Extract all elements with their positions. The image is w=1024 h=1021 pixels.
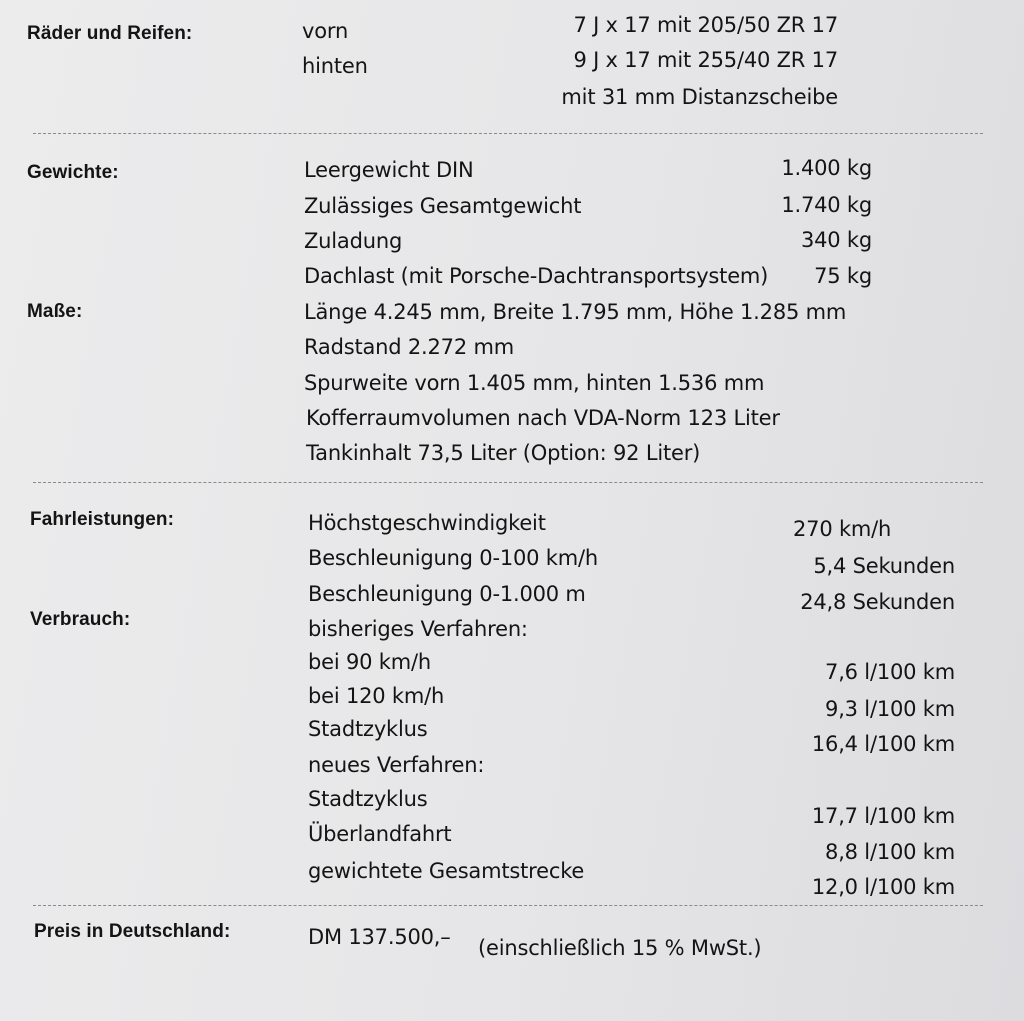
consumption-row-value: 17,7 l/100 km xyxy=(811,804,955,828)
dimensions-line: Kofferraumvolumen nach VDA-Norm 123 Liter xyxy=(306,406,780,430)
wheels-rear-label: hinten xyxy=(302,54,368,78)
consumption-row-value: 7,6 l/100 km xyxy=(825,660,955,684)
weight-row-value: 340 kg xyxy=(800,228,872,252)
consumption-new-heading: neues Verfahren: xyxy=(308,753,485,777)
consumption-row-name: bei 120 km/h xyxy=(308,684,445,708)
wheels-front-label: vorn xyxy=(302,19,349,43)
consumption-row-value: 8,8 l/100 km xyxy=(825,840,955,864)
weight-row-value: 75 kg xyxy=(814,264,872,288)
section-divider xyxy=(33,133,983,134)
price-note: (einschließlich 15 % MwSt.) xyxy=(478,936,762,960)
section-divider xyxy=(33,482,983,483)
consumption-row-name: Überlandfahrt xyxy=(308,822,452,846)
performance-row-name: Höchstgeschwindigkeit xyxy=(308,511,546,535)
weights-label: Gewichte: xyxy=(27,162,119,183)
performance-label: Fahrleistungen: xyxy=(30,509,175,530)
consumption-label: Verbrauch: xyxy=(30,609,131,630)
weight-row-value: 1.400 kg xyxy=(781,156,872,180)
weight-row-name: Leergewicht DIN xyxy=(304,158,474,182)
wheels-front-value: 7 J x 17 mit 205/50 ZR 17 xyxy=(573,13,838,37)
wheels-label: Räder und Reifen: xyxy=(27,23,193,44)
performance-row-value: 5,4 Sekunden xyxy=(813,554,955,578)
wheels-rear-note: mit 31 mm Distanzscheibe xyxy=(561,85,838,109)
consumption-row-value: 12,0 l/100 km xyxy=(811,875,955,899)
consumption-row-value: 16,4 l/100 km xyxy=(811,732,955,756)
performance-row-value: 270 km/h xyxy=(793,517,892,541)
dimensions-label: Maße: xyxy=(27,301,83,322)
dimensions-line: Spurweite vorn 1.405 mm, hinten 1.536 mm xyxy=(304,371,765,395)
weight-row-name: Zulässiges Gesamtgewicht xyxy=(304,194,582,218)
consumption-old-heading: bisheriges Verfahren: xyxy=(308,617,528,641)
section-divider xyxy=(33,905,983,906)
consumption-row-name: bei 90 km/h xyxy=(308,650,431,674)
weight-row-value: 1.740 kg xyxy=(781,193,872,217)
consumption-row-name: gewichtete Gesamtstrecke xyxy=(308,859,585,883)
price-label: Preis in Deutschland: xyxy=(34,921,231,942)
performance-row-name: Beschleunigung 0-100 km/h xyxy=(308,546,598,570)
performance-row-value: 24,8 Sekunden xyxy=(800,590,955,614)
consumption-row-value: 9,3 l/100 km xyxy=(825,697,955,721)
dimensions-line: Radstand 2.272 mm xyxy=(304,335,514,359)
wheels-rear-value: 9 J x 17 mit 255/40 ZR 17 xyxy=(573,48,838,72)
price-amount: DM 137.500,– xyxy=(308,925,451,949)
dimensions-line: Tankinhalt 73,5 Liter (Option: 92 Liter) xyxy=(306,441,701,465)
dimensions-line: Länge 4.245 mm, Breite 1.795 mm, Höhe 1.285 mm xyxy=(304,300,847,324)
weight-row-name: Dachlast (mit Porsche-Dachtransportsystem) xyxy=(304,264,769,288)
weight-row-name: Zuladung xyxy=(304,229,403,253)
performance-row-name: Beschleunigung 0-1.000 m xyxy=(308,582,586,606)
consumption-row-name: Stadtzyklus xyxy=(308,787,428,811)
consumption-row-name: Stadtzyklus xyxy=(308,717,428,741)
